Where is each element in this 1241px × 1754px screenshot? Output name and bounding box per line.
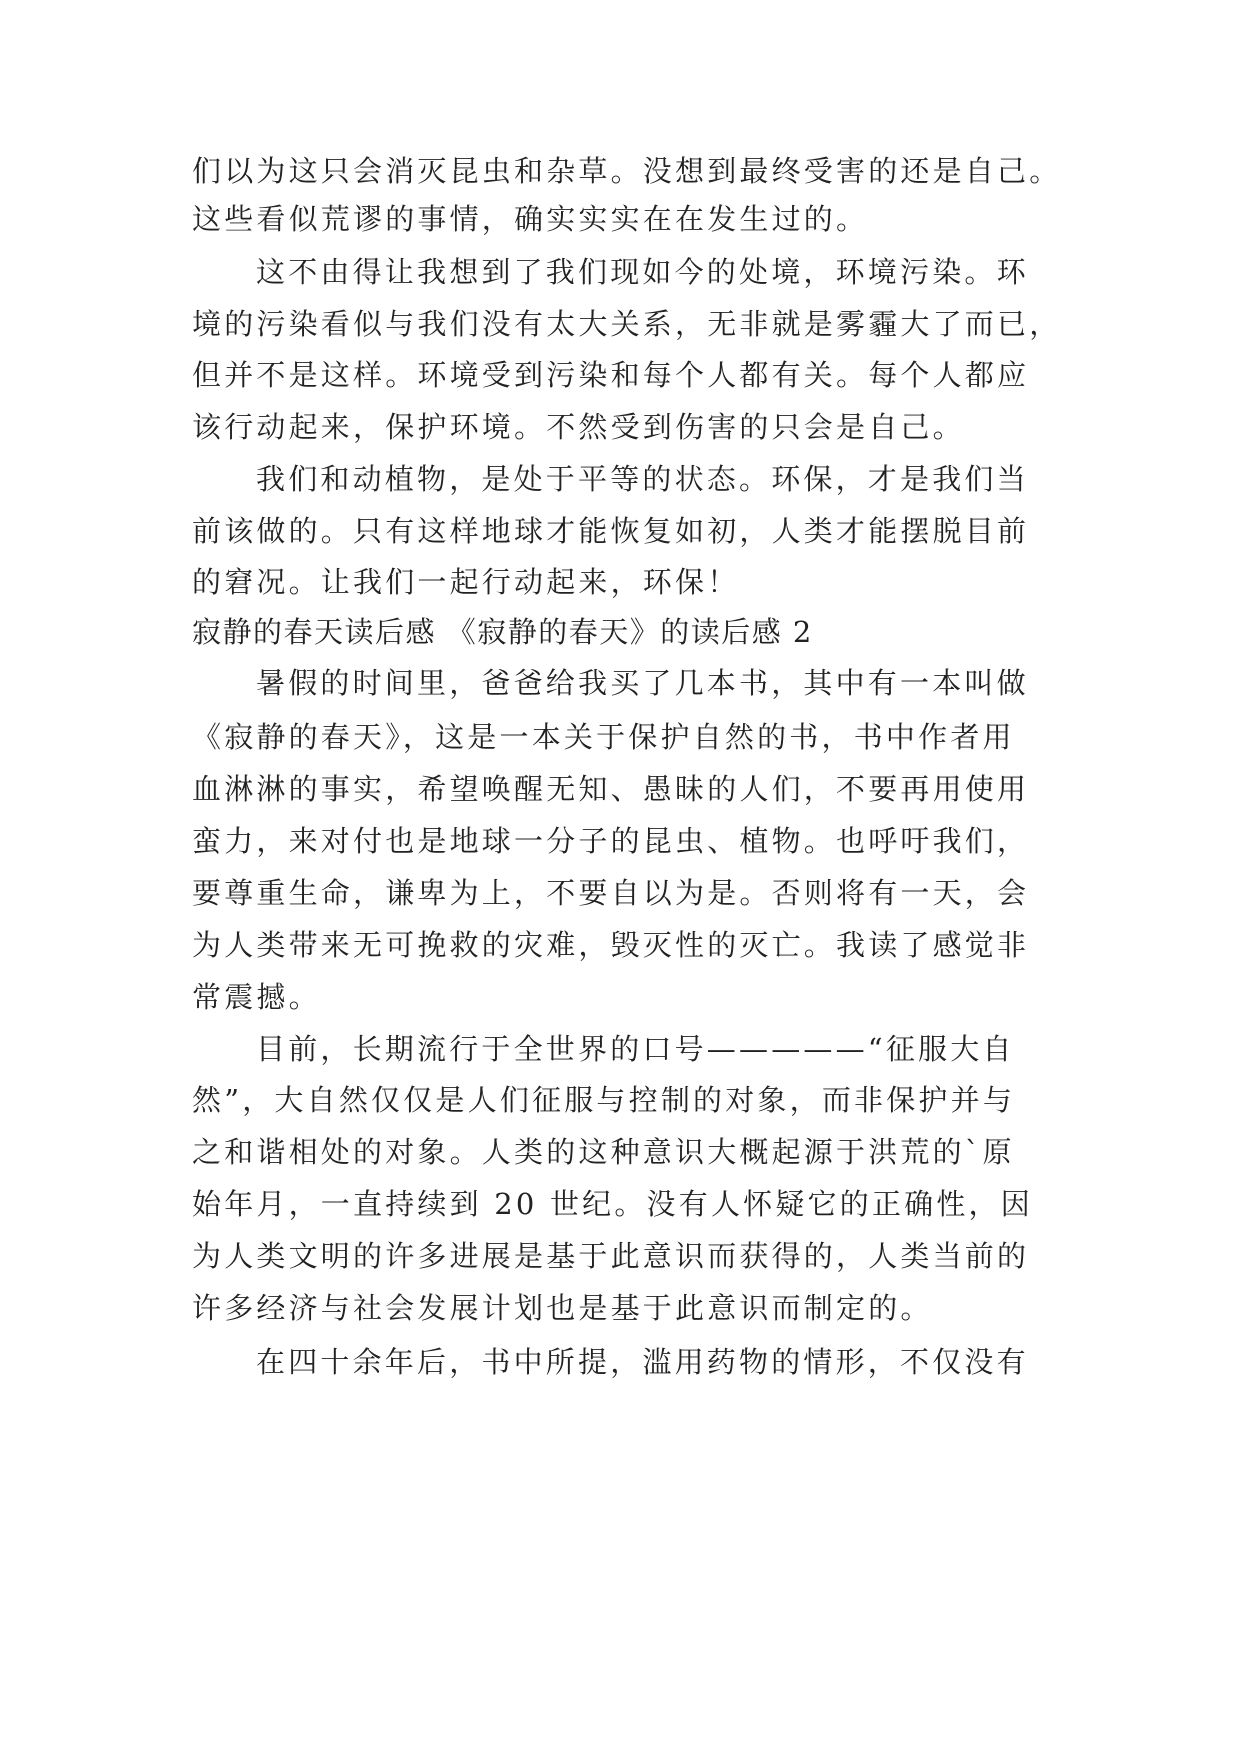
text-line: 血淋淋的事实，希望唤醒无知、愚昧的人们，不要再用使用: [192, 772, 1030, 806]
paragraph-start-line: 我们和动植物，是处于平等的状态。环保，才是我们当: [256, 462, 1029, 496]
text-line: 为人类带来无可挽救的灾难，毁灭性的灭亡。我读了感觉非: [192, 928, 1030, 962]
section-heading: 寂静的春天读后感 《寂静的春天》的读后感 2: [192, 615, 813, 649]
text-line: 但并不是这样。环境受到污染和每个人都有关。每个人都应: [192, 358, 1030, 392]
text-line: 该行动起来，保护环境。不然受到伤害的只会是自己。: [192, 410, 965, 444]
text-line: 然”，大自然仅仅是人们征服与控制的对象，而非保护并与: [192, 1083, 1016, 1117]
text-line: 常震撼。: [192, 980, 321, 1014]
paragraph-start-line: 这不由得让我想到了我们现如今的处境，环境污染。环: [256, 255, 1029, 289]
text-line: 们以为这只会消灭昆虫和杂草。没想到最终受害的还是自己。: [192, 154, 1062, 188]
text-line: 这些看似荒谬的事情，确实实实在在发生过的。: [192, 202, 869, 236]
text-line: 之和谐相处的对象。人类的这种意识大概起源于洪荒的`原: [192, 1135, 1015, 1169]
paragraph-start-line: 目前，长期流行于全世界的口号—————“征服大自: [256, 1032, 1015, 1066]
text-line: 许多经济与社会发展计划也是基于此意识而制定的。: [192, 1291, 933, 1325]
text-line: 要尊重生命，谦卑为上，不要自以为是。否则将有一天，会: [192, 876, 1030, 910]
text-line: 的窘况。让我们一起行动起来，环保！: [192, 565, 740, 599]
paragraph-start-line: 暑假的时间里，爸爸给我买了几本书，其中有一本叫做: [256, 666, 1029, 700]
text-line: 前该做的。只有这样地球才能恢复如初，人类才能摆脱目前: [192, 514, 1030, 548]
text-line: 始年月，一直持续到 20 世纪。没有人怀疑它的正确性，因: [192, 1187, 1033, 1221]
text-line: 境的污染看似与我们没有太大关系，无非就是雾霾大了而已，: [192, 307, 1062, 341]
text-line: 蛮力，来对付也是地球一分子的昆虫、植物。也呼吁我们，: [192, 824, 1030, 858]
text-line: 为人类文明的许多进展是基于此意识而获得的，人类当前的: [192, 1239, 1030, 1273]
text-line: 《寂静的春天》，这是一本关于保护自然的书，书中作者用: [192, 720, 1015, 754]
paragraph-start-line: 在四十余年后，书中所提，滥用药物的情形，不仅没有: [256, 1345, 1029, 1379]
